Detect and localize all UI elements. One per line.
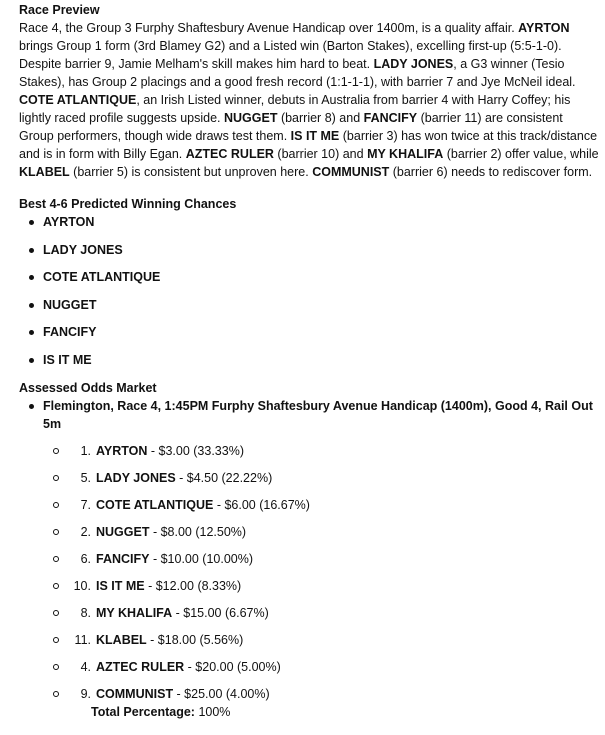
runner-name: AYRTON [96, 443, 148, 458]
runner-odds: - $8.00 (12.50%) [149, 524, 247, 539]
race-preview-heading: Race Preview [19, 3, 100, 17]
runner-name: MY KHALIFA [96, 605, 173, 620]
runner-name: IS IT ME [96, 578, 145, 593]
runner-number: 2. [80, 524, 91, 539]
total-percentage [19, 703, 599, 721]
odds-row [19, 469, 599, 487]
chance-item: LADY JONES [19, 241, 599, 259]
runner-odds: - $3.00 (33.33%) [147, 443, 244, 458]
odds-row [19, 496, 599, 514]
preview-horse-name: NUGGET [223, 111, 278, 125]
preview-horse-name: COMMUNIST [312, 165, 390, 179]
chance-item: IS IT ME [19, 351, 599, 369]
runner-number: 4. [80, 659, 91, 674]
runner-odds: - $4.50 (22.22%) [175, 470, 273, 485]
total-label: Total Percentage: [91, 704, 195, 719]
total-value: 100% [194, 704, 231, 719]
preview-horse-name: COTE ATLANTIQUE [19, 93, 137, 107]
preview-text: brings Group 1 form (3rd Blamey G2) and a Listed win (Barton Stakes), excelling first-up (5:5-1-0). Despite barrier 9, Jamie Melham's skill makes him hard to beat. [19, 39, 562, 71]
odds-row [19, 631, 599, 649]
runner-name: KLABEL [96, 632, 147, 647]
preview-horse-name: AZTEC RULER [185, 147, 274, 161]
odds-row [19, 523, 599, 541]
runner-odds: - $20.00 (5.00%) [184, 659, 281, 674]
odds-row [19, 658, 599, 676]
runner-number: 10. [73, 578, 91, 593]
chances-list [19, 213, 599, 369]
preview-horse-name: IS IT ME [290, 129, 340, 143]
runner-odds: - $25.00 (4.00%) [173, 686, 270, 701]
runner-number: 7. [80, 497, 91, 512]
odds-row [19, 442, 599, 460]
odds-list [19, 442, 599, 703]
preview-text: , an Irish Listed winner, debuts in Australia from barrier 4 with Harry Coffey; his lightly raced profile suggests upside. [19, 93, 571, 125]
meeting-info: Flemington, Race 4, 1:45PM Furphy Shaftesbury Avenue Handicap (1400m), Good 4, Rail Out 5m [19, 397, 599, 433]
preview-horse-name: AYRTON [518, 21, 570, 35]
runner-number: 6. [80, 551, 91, 566]
preview-text: (barrier 8) and [277, 111, 364, 125]
odds-row [19, 604, 599, 622]
preview-text: Race 4, the Group 3 Furphy Shaftesbury Avenue Handicap over 1400m, is a quality affair. [19, 21, 519, 35]
runner-number: 9. [80, 686, 91, 701]
runner-name: NUGGET [96, 524, 150, 539]
runner-number: 8. [80, 605, 91, 620]
odds-row [19, 685, 599, 703]
runner-name: AZTEC RULER [96, 659, 185, 674]
runner-odds: - $6.00 (16.67%) [213, 497, 310, 512]
preview-text: (barrier 2) offer value, while [443, 147, 599, 161]
runner-number: 1. [80, 443, 91, 458]
runner-odds: - $12.00 (8.33%) [144, 578, 242, 593]
preview-text: (barrier 11) are consistent Group performers, though wide draws test them. [19, 111, 563, 143]
race-preview-paragraph [19, 19, 599, 181]
preview-text: (barrier 10) and [273, 147, 368, 161]
chance-item: AYRTON [19, 213, 599, 231]
runner-odds: - $18.00 (5.56%) [146, 632, 244, 647]
runner-odds: - $15.00 (6.67%) [172, 605, 269, 620]
preview-text: (barrier 3) has won twice at this track/distance and is in form with Billy Egan. [19, 129, 598, 161]
preview-text: (barrier 6) needs to rediscover form. [389, 165, 593, 179]
runner-name: COMMUNIST [96, 686, 174, 701]
preview-text: (barrier 5) is consistent but unproven here. [69, 165, 313, 179]
chance-item: COTE ATLANTIQUE [19, 268, 599, 286]
runner-name: FANCIFY [96, 551, 150, 566]
chance-item: FANCIFY [19, 323, 599, 341]
chance-item: NUGGET [19, 296, 599, 314]
runner-odds: - $10.00 (10.00%) [149, 551, 254, 566]
preview-horse-name: MY KHALIFA [367, 147, 444, 161]
runner-name: LADY JONES [96, 470, 176, 485]
runner-name: COTE ATLANTIQUE [96, 497, 214, 512]
odds-row [19, 577, 599, 595]
preview-text: , a G3 winner (Tesio Stakes), has Group 2 placings and a good fresh record (1:1-1-1), with barrier 7 and Jye McNeil ideal. [19, 57, 576, 89]
runner-number: 11. [74, 632, 91, 647]
odds-heading: Assessed Odds Market [19, 380, 157, 395]
preview-horse-name: FANCIFY [363, 111, 418, 125]
preview-horse-name: KLABEL [19, 165, 70, 179]
preview-horse-name: LADY JONES [373, 57, 454, 71]
odds-row [19, 550, 599, 568]
chances-heading: Best 4-6 Predicted Winning Chances [19, 197, 237, 211]
runner-number: 5. [80, 470, 91, 485]
